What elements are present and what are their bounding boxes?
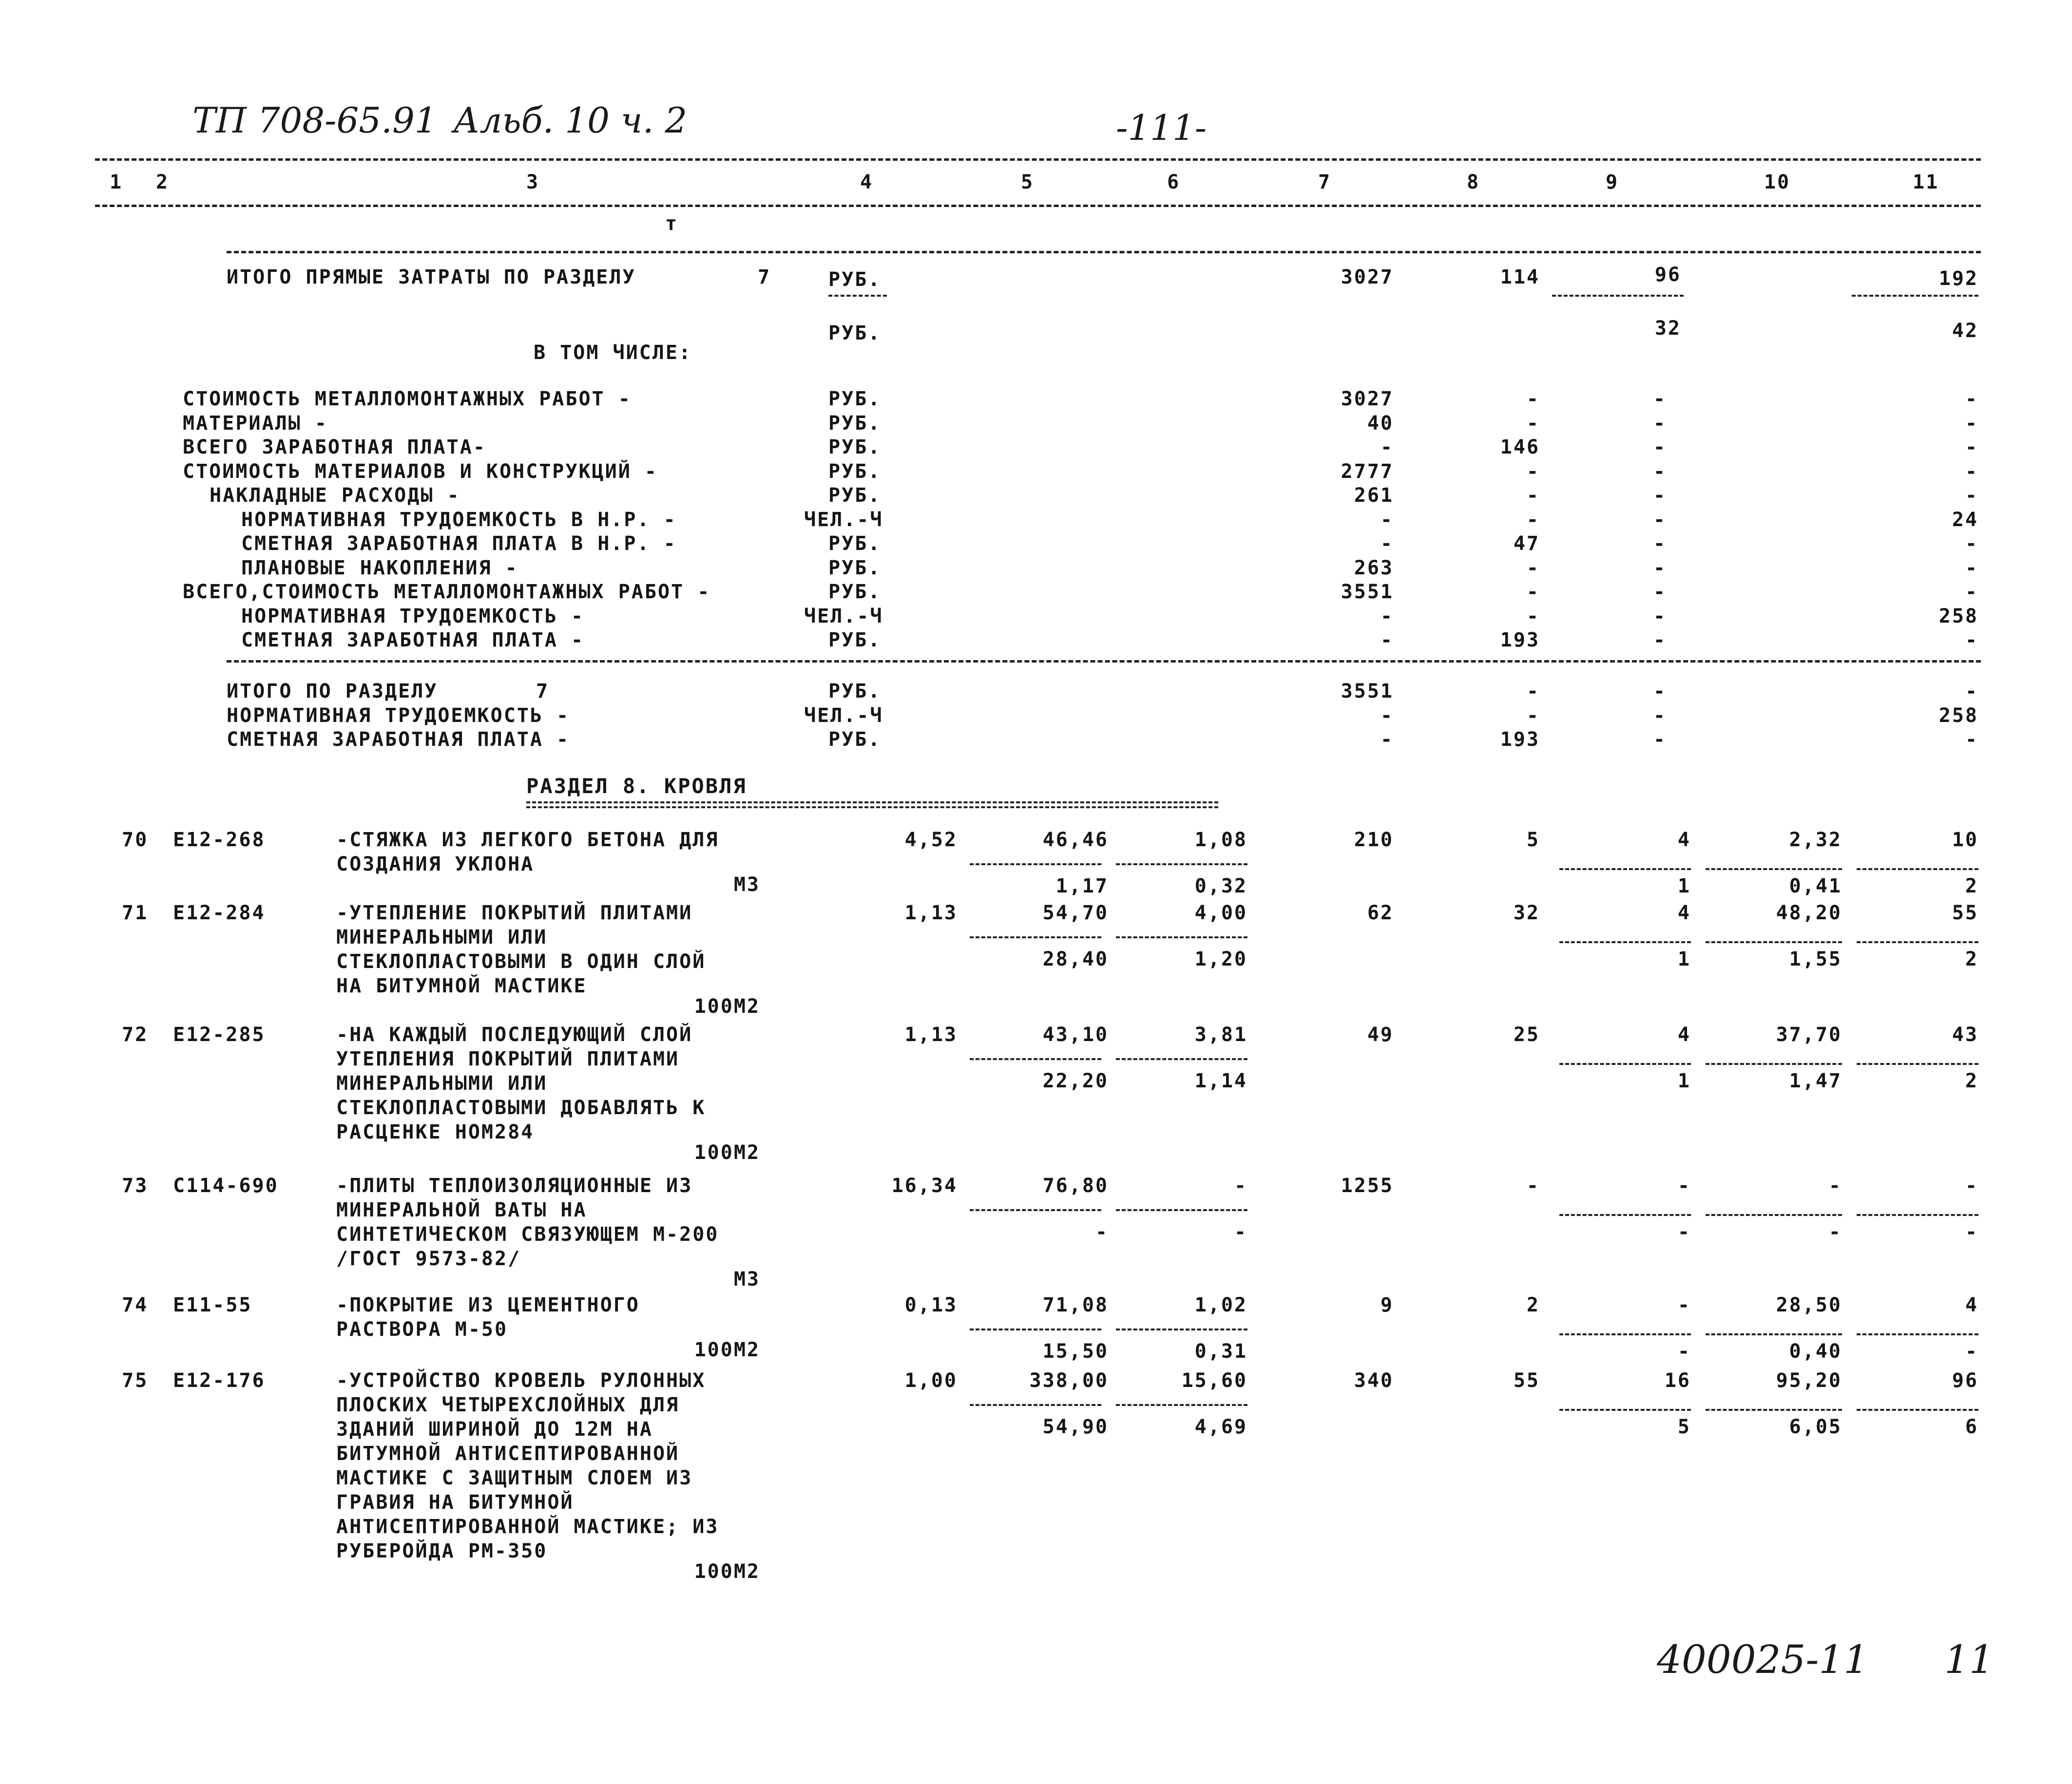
breakdown-unit: РУБ.: [828, 629, 882, 651]
item-c5: 46,46: [1042, 829, 1109, 851]
item-description-line: ПЛОСКИХ ЧЕТЫРЕХСЛОЙНЫХ ДЛЯ: [336, 1394, 680, 1416]
item-description-line: -СТЯЖКА ИЗ ЛЕГКОГО БЕТОНА ДЛЯ: [336, 829, 719, 851]
item-c11: 43: [1952, 1024, 1978, 1046]
item-description-line: -ПЛИТЫ ТЕПЛОИЗОЛЯЦИОННЫЕ ИЗ: [336, 1175, 693, 1197]
breakdown-c11: -: [1965, 388, 1978, 410]
item-description-line: -НА КАЖДЫЙ ПОСЛЕДУЮЩИЙ СЛОЙ: [336, 1024, 693, 1046]
breakdown-unit: РУБ.: [828, 436, 882, 458]
item-c10-lower: 0,40: [1789, 1340, 1842, 1363]
item-description-line: -ПОКРЫТИЕ ИЗ ЦЕМЕНТНОГО: [336, 1294, 640, 1316]
breakdown-c11: -: [1965, 460, 1978, 483]
breakdown-c7: 3027: [1341, 388, 1394, 410]
breakdown-c11: 258: [1938, 605, 1978, 627]
item-description-line: РАСТВОРА М-50: [336, 1318, 508, 1341]
item-c10-lower: 1,55: [1789, 948, 1842, 970]
item-c5-lower: -: [1095, 1221, 1109, 1243]
breakdown-c11: -: [1965, 484, 1978, 507]
item-c11: 55: [1952, 902, 1978, 924]
item-c6: 15,60: [1181, 1369, 1247, 1392]
breakdown-c7: 3551: [1341, 581, 1394, 603]
breakdown-c11: -: [1965, 556, 1978, 579]
item-c8: 25: [1513, 1024, 1540, 1046]
c11-underline: [1852, 295, 1978, 297]
footer-sheet: 11: [1944, 1637, 1994, 1682]
item-c10: 95,20: [1776, 1369, 1842, 1392]
breakdown-c8: 47: [1513, 532, 1540, 555]
item-c5: 76,80: [1042, 1175, 1109, 1197]
item-c6: 1,08: [1194, 829, 1247, 851]
breakdown-c8: -: [1526, 484, 1540, 507]
separator-c11: [1857, 1214, 1978, 1216]
item-number: 75: [122, 1369, 149, 1392]
item-code: Е12-268: [173, 829, 266, 851]
item-c9-lower: -: [1677, 1221, 1691, 1243]
item-c10-lower: 6,05: [1789, 1416, 1842, 1438]
breakdown-c8: 146: [1500, 436, 1540, 458]
section7-total-c9: 96: [1654, 264, 1681, 286]
section-total-c7: -: [1380, 728, 1394, 751]
breakdown-unit: РУБ.: [828, 581, 882, 603]
item-c6-lower: 1,20: [1194, 948, 1247, 970]
section-total-c9: -: [1653, 728, 1667, 751]
item-c9: 4: [1677, 1024, 1691, 1046]
breakdown-c9: -: [1653, 508, 1667, 531]
section7-total-unit: РУБ.: [828, 268, 882, 291]
breakdown-c8: -: [1526, 460, 1540, 483]
column-header-7: 7: [1318, 171, 1332, 193]
section-total-c11: -: [1965, 680, 1978, 702]
item-c10: 37,70: [1776, 1024, 1842, 1046]
item-c8: -: [1526, 1175, 1540, 1197]
section7-total-unit2: РУБ.: [828, 322, 882, 344]
breakdown-c9: -: [1653, 412, 1667, 435]
item-description-line: /ГОСТ 9573-82/: [336, 1248, 521, 1270]
breakdown-c8: -: [1526, 412, 1540, 435]
item-c4: 1,13: [904, 902, 958, 924]
breakdown-unit: ЧЕЛ.-Ч: [804, 605, 883, 627]
item-unit: 100М2: [694, 995, 760, 1018]
item-description-line: РАСЦЕНКЕ НОМ284: [336, 1121, 535, 1143]
item-c5-lower: 54,90: [1042, 1416, 1109, 1438]
breakdown-c7: 2777: [1341, 460, 1394, 483]
section7-rule-top: [227, 251, 1981, 253]
section-total-label: СМЕТНАЯ ЗАРАБОТНАЯ ПЛАТА -: [227, 728, 570, 751]
section7-total-number: 7: [758, 266, 771, 288]
item-unit: 100М2: [694, 1560, 760, 1583]
separator-c11: [1857, 1409, 1978, 1411]
column-header-2: 2: [156, 171, 170, 193]
item-c9-lower: 1: [1677, 1070, 1691, 1092]
unit-underline: [828, 295, 887, 297]
section8-title-underline: [526, 801, 1218, 808]
section7-total-c11: 192: [1938, 267, 1978, 290]
item-number: 71: [122, 902, 149, 924]
breakdown-c9: -: [1653, 460, 1667, 483]
item-description-line: МИНЕРАЛЬНЫМИ ИЛИ: [336, 926, 548, 949]
item-c10: 2,32: [1789, 829, 1842, 851]
breakdown-label: НОРМАТИВНАЯ ТРУДОЕМКОСТЬ В Н.Р. -: [241, 508, 677, 531]
item-c6-lower: 0,31: [1194, 1340, 1247, 1363]
separator-c10: [1706, 868, 1842, 870]
item-c4: 1,00: [904, 1369, 958, 1392]
breakdown-label: СТОИМОСТЬ МАТЕРИАЛОВ И КОНСТРУКЦИЙ -: [183, 460, 658, 483]
breakdown-c11: -: [1965, 629, 1978, 651]
item-c9: -: [1677, 1175, 1691, 1197]
item-unit: 100М2: [694, 1141, 760, 1164]
separator-c10: [1706, 1409, 1842, 1411]
item-c9-lower: 1: [1677, 875, 1691, 897]
breakdown-rule: [227, 660, 1981, 663]
item-c8: 55: [1513, 1369, 1540, 1392]
subcolumn-mark: т: [665, 212, 679, 235]
item-c11: 10: [1952, 829, 1978, 851]
item-description-line: УТЕПЛЕНИЯ ПОКРЫТИЙ ПЛИТАМИ: [336, 1048, 680, 1070]
breakdown-c7: -: [1380, 508, 1394, 531]
separator-c5: [970, 1209, 1101, 1211]
breakdown-unit: РУБ.: [828, 484, 882, 507]
item-c11: 4: [1965, 1294, 1978, 1316]
column-header-6: 6: [1167, 171, 1181, 193]
item-description-line: СИНТЕТИЧЕСКОМ СВЯЗУЮЩЕМ М-200: [336, 1223, 719, 1246]
item-unit: М3: [733, 1268, 760, 1291]
item-c5: 43,10: [1042, 1024, 1109, 1046]
separator-c10: [1706, 1214, 1842, 1216]
item-c7: 340: [1354, 1369, 1394, 1392]
breakdown-unit: РУБ.: [828, 388, 882, 410]
breakdown-c7: -: [1380, 532, 1394, 555]
breakdown-unit: РУБ.: [828, 412, 882, 435]
item-c8: 5: [1526, 829, 1540, 851]
breakdown-c11: -: [1965, 436, 1978, 458]
item-c10: -: [1828, 1175, 1842, 1197]
separator-c9: [1559, 1409, 1691, 1411]
item-code: Е12-176: [173, 1369, 266, 1392]
item-unit: М3: [733, 873, 760, 896]
separator-c5: [970, 1404, 1101, 1406]
section-total-c9: -: [1653, 680, 1667, 702]
c9-underline: [1552, 295, 1684, 297]
section-total-label: ИТОГО ПО РАЗДЕЛУ: [227, 680, 438, 702]
breakdown-unit: РУБ.: [828, 556, 882, 579]
item-c8: 32: [1513, 902, 1540, 924]
separator-c11: [1857, 868, 1978, 870]
item-c10-lower: 1,47: [1789, 1070, 1842, 1092]
item-c7: 9: [1380, 1294, 1394, 1316]
breakdown-c8: -: [1526, 556, 1540, 579]
item-c11-lower: 2: [1965, 1070, 1978, 1092]
breakdown-c11: -: [1965, 412, 1978, 435]
breakdown-c9: -: [1653, 581, 1667, 603]
section-total-c8: -: [1526, 680, 1540, 702]
separator-c6: [1116, 1209, 1247, 1211]
breakdown-c9: -: [1653, 605, 1667, 627]
item-number: 73: [122, 1175, 149, 1197]
item-description-line: -УСТРОЙСТВО КРОВЕЛЬ РУЛОННЫХ: [336, 1369, 706, 1392]
breakdown-c7: -: [1380, 605, 1394, 627]
breakdown-c8: -: [1526, 388, 1540, 410]
separator-c10: [1706, 941, 1842, 943]
item-description-line: СОЗДАНИЯ УКЛОНА: [336, 853, 535, 875]
item-c6: 4,00: [1194, 902, 1247, 924]
item-c6-lower: 0,32: [1194, 875, 1247, 897]
including-label: В ТОМ ЧИСЛЕ:: [534, 342, 692, 364]
breakdown-label: СТОИМОСТЬ МЕТАЛЛОМОНТАЖНЫХ РАБОТ -: [183, 388, 632, 410]
item-c5-lower: 22,20: [1042, 1070, 1109, 1092]
item-description-line: СТЕКЛОПЛАСТОВЫМИ В ОДИН СЛОЙ: [336, 950, 706, 973]
item-c10-lower: -: [1828, 1221, 1842, 1243]
item-description-line: МИНЕРАЛЬНОЙ ВАТЫ НА: [336, 1199, 587, 1221]
item-c6: 3,81: [1194, 1024, 1247, 1046]
breakdown-label: ВСЕГО ЗАРАБОТНАЯ ПЛАТА-: [183, 436, 486, 458]
section-total-label: НОРМАТИВНАЯ ТРУДОЕМКОСТЬ -: [227, 704, 570, 727]
section-total-unit: РУБ.: [828, 728, 882, 751]
item-unit: 100М2: [694, 1339, 760, 1361]
section-total-c11: 258: [1938, 704, 1978, 727]
section7-total-c11b: 42: [1952, 320, 1978, 342]
item-c9-lower: 5: [1677, 1416, 1691, 1438]
separator-c6: [1116, 1329, 1247, 1330]
breakdown-unit: РУБ.: [828, 532, 882, 555]
section7-total-c8: 114: [1500, 266, 1540, 288]
header-rule-top: [95, 158, 1981, 161]
item-code: Е12-284: [173, 902, 266, 924]
separator-c5: [970, 936, 1101, 938]
breakdown-label: СМЕТНАЯ ЗАРАБОТНАЯ ПЛАТА -: [241, 629, 585, 651]
separator-c6: [1116, 936, 1247, 938]
item-description-line: РУБЕРОЙДА РМ-350: [336, 1540, 548, 1562]
item-c4: 4,52: [904, 829, 958, 851]
item-code: Е12-285: [173, 1024, 266, 1046]
separator-c6: [1116, 1404, 1247, 1406]
section7-total-label: ИТОГО ПРЯМЫЕ ЗАТРАТЫ ПО РАЗДЕЛУ: [227, 266, 636, 288]
item-number: 74: [122, 1294, 149, 1316]
breakdown-label: МАТЕРИАЛЫ -: [183, 412, 328, 435]
item-c10: 48,20: [1776, 902, 1842, 924]
column-header-3: 3: [526, 171, 540, 193]
item-c9-lower: 1: [1677, 948, 1691, 970]
column-header-8: 8: [1467, 171, 1480, 193]
section-total-unit: РУБ.: [828, 680, 882, 702]
item-description-line: СТЕКЛОПЛАСТОВЫМИ ДОБАВЛЯТЬ К: [336, 1097, 706, 1119]
separator-c9: [1559, 868, 1691, 870]
separator-c5: [970, 1329, 1101, 1330]
item-description-line: НА БИТУМНОЙ МАСТИКЕ: [336, 975, 587, 997]
section7-total-c9b: 32: [1654, 317, 1681, 340]
item-c4: 0,13: [904, 1294, 958, 1316]
breakdown-label: ВСЕГО,СТОИМОСТЬ МЕТАЛЛОМОНТАЖНЫХ РАБОТ -: [183, 581, 711, 603]
item-description-line: АНТИСЕПТИРОВАННОЙ МАСТИКЕ; ИЗ: [336, 1516, 719, 1538]
footer-code: 400025-11: [1657, 1637, 1869, 1682]
item-c6: 1,02: [1194, 1294, 1247, 1316]
separator-c6: [1116, 863, 1247, 865]
separator-c10: [1706, 1333, 1842, 1335]
item-c9: 4: [1677, 829, 1691, 851]
item-c7: 49: [1367, 1024, 1394, 1046]
item-c7: 1255: [1341, 1175, 1394, 1197]
item-description-line: МИНЕРАЛЬНЫМИ ИЛИ: [336, 1072, 548, 1095]
item-c6-lower: 1,14: [1194, 1070, 1247, 1092]
column-header-1: 1: [110, 171, 123, 193]
item-c8: 2: [1526, 1294, 1540, 1316]
item-c10: 28,50: [1776, 1294, 1842, 1316]
item-c4: 1,13: [904, 1024, 958, 1046]
item-c10-lower: 0,41: [1789, 875, 1842, 897]
doc-code: ТП 708-65.91: [192, 100, 437, 141]
item-code: С114-690: [173, 1175, 279, 1197]
separator-c9: [1559, 1214, 1691, 1216]
item-c11-lower: -: [1965, 1221, 1978, 1243]
item-number: 72: [122, 1024, 149, 1046]
breakdown-c7: 263: [1354, 556, 1394, 579]
breakdown-c7: -: [1380, 436, 1394, 458]
section-total-c8: 193: [1500, 728, 1540, 751]
breakdown-c11: 24: [1952, 508, 1978, 531]
breakdown-label: НОРМАТИВНАЯ ТРУДОЕМКОСТЬ -: [241, 605, 585, 627]
item-c9: -: [1677, 1294, 1691, 1316]
breakdown-label: ПЛАНОВЫЕ НАКОПЛЕНИЯ -: [241, 556, 518, 579]
item-c5-lower: 28,40: [1042, 948, 1109, 970]
breakdown-c7: 40: [1367, 412, 1394, 435]
breakdown-c11: -: [1965, 532, 1978, 555]
separator-c5: [970, 1058, 1101, 1060]
separator-c11: [1857, 1063, 1978, 1065]
item-c6-lower: -: [1234, 1221, 1247, 1243]
section-total-c7: -: [1380, 704, 1394, 727]
breakdown-c9: -: [1653, 629, 1667, 651]
breakdown-c8: -: [1526, 605, 1540, 627]
item-c11: -: [1965, 1175, 1978, 1197]
breakdown-c7: 261: [1354, 484, 1394, 507]
breakdown-c9: -: [1653, 532, 1667, 555]
item-c6: -: [1234, 1175, 1247, 1197]
item-c11-lower: 2: [1965, 875, 1978, 897]
section8-title: РАЗДЕЛ 8. КРОВЛЯ: [526, 774, 747, 798]
item-c5-lower: 15,50: [1042, 1340, 1109, 1363]
section-total-unit: ЧЕЛ.-Ч: [804, 704, 883, 727]
breakdown-unit: РУБ.: [828, 460, 882, 483]
item-c5-lower: 1,17: [1055, 875, 1109, 897]
item-c5: 338,00: [1029, 1369, 1109, 1392]
header-rule-bottom: [95, 205, 1981, 207]
breakdown-c8: -: [1526, 508, 1540, 531]
item-description-line: МАСТИКЕ С ЗАЩИТНЫМ СЛОЕМ ИЗ: [336, 1467, 693, 1489]
breakdown-unit: ЧЕЛ.-Ч: [804, 508, 883, 531]
item-c11-lower: -: [1965, 1340, 1978, 1363]
item-description-line: ГРАВИЯ НА БИТУМНОЙ: [336, 1491, 574, 1514]
separator-c9: [1559, 1333, 1691, 1335]
breakdown-c8: -: [1526, 581, 1540, 603]
item-c5: 54,70: [1042, 902, 1109, 924]
item-code: Е11-55: [173, 1294, 252, 1316]
separator-c11: [1857, 1333, 1978, 1335]
column-header-10: 10: [1764, 171, 1791, 193]
section7-total-c7: 3027: [1341, 266, 1394, 288]
section-total-c11: -: [1965, 728, 1978, 751]
item-description-line: -УТЕПЛЕНИЕ ПОКРЫТИЙ ПЛИТАМИ: [336, 902, 693, 924]
item-c11-lower: 6: [1965, 1416, 1978, 1438]
separator-c5: [970, 863, 1101, 865]
breakdown-label: СМЕТНАЯ ЗАРАБОТНАЯ ПЛАТА В Н.Р. -: [241, 532, 677, 555]
breakdown-c8: 193: [1500, 629, 1540, 651]
breakdown-c9: -: [1653, 436, 1667, 458]
section-total-number: 7: [536, 680, 550, 702]
column-header-5: 5: [1021, 171, 1035, 193]
section-total-c9: -: [1653, 704, 1667, 727]
item-c7: 210: [1354, 829, 1394, 851]
item-c9: 4: [1677, 902, 1691, 924]
breakdown-c9: -: [1653, 484, 1667, 507]
item-c9-lower: -: [1677, 1340, 1691, 1363]
separator-c6: [1116, 1058, 1247, 1060]
page-number: -111-: [1116, 107, 1207, 148]
item-c5: 71,08: [1042, 1294, 1109, 1316]
album-number: Альб. 10 ч. 2: [453, 100, 688, 141]
separator-c10: [1706, 1063, 1842, 1065]
item-description-line: ЗДАНИЙ ШИРИНОЙ ДО 12М НА: [336, 1418, 653, 1441]
item-c7: 62: [1367, 902, 1394, 924]
item-number: 70: [122, 829, 149, 851]
column-header-9: 9: [1606, 171, 1619, 193]
section-total-c7: 3551: [1341, 680, 1394, 702]
item-c4: 16,34: [891, 1175, 958, 1197]
item-c6-lower: 4,69: [1194, 1416, 1247, 1438]
column-header-4: 4: [860, 171, 874, 193]
item-c9: 16: [1664, 1369, 1691, 1392]
section-total-c8: -: [1526, 704, 1540, 727]
separator-c11: [1857, 941, 1978, 943]
breakdown-label: НАКЛАДНЫЕ РАСХОДЫ -: [210, 484, 460, 507]
item-c11: 96: [1952, 1369, 1978, 1392]
breakdown-c9: -: [1653, 388, 1667, 410]
item-description-line: БИТУМНОЙ АНТИСЕПТИРОВАННОЙ: [336, 1442, 680, 1465]
breakdown-c9: -: [1653, 556, 1667, 579]
item-c11-lower: 2: [1965, 948, 1978, 970]
breakdown-c11: -: [1965, 581, 1978, 603]
breakdown-c7: -: [1380, 629, 1394, 651]
column-header-11: 11: [1913, 171, 1939, 193]
separator-c9: [1559, 941, 1691, 943]
separator-c9: [1559, 1063, 1691, 1065]
